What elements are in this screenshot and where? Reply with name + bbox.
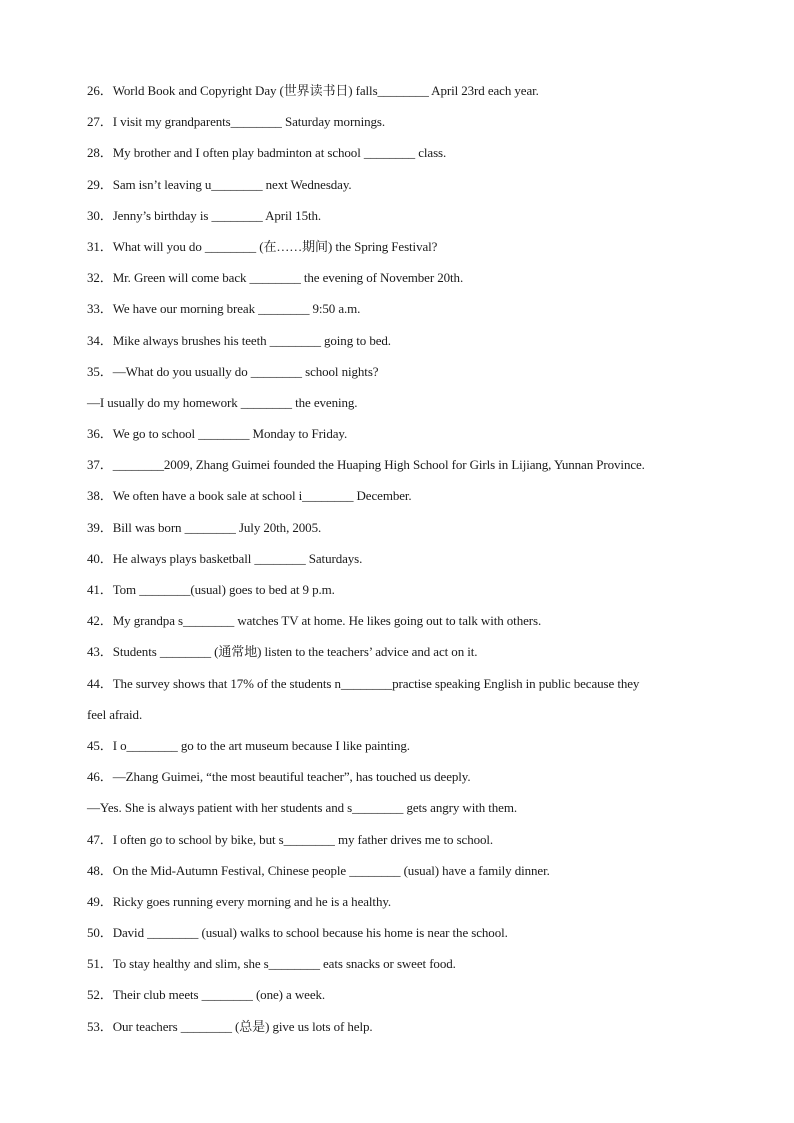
question-32: 32．Mr. Green will come back ________ the evening of November 20th.: [87, 270, 464, 286]
question-45: 45．I o________ go to the art museum because I like painting.: [87, 737, 410, 753]
question-44: 44．The survey shows that 17% of the students n________practise speaking English in public because they: [87, 675, 640, 691]
question-35: 35．—What do you usually do ________ school nights?: [87, 363, 379, 379]
question-47: 47．I often go to school by bike, but s________ my father drives me to school.: [87, 831, 494, 847]
question-48: 48．On the Mid-Autumn Festival, Chinese people ________ (usual) have a family dinner.: [87, 862, 550, 878]
question-27: 27．I visit my grandparents________ Saturday mornings.: [87, 114, 385, 130]
question-31: 31．What will you do ________ (在……期间) the Spring Festival?: [87, 238, 438, 254]
question-51: 51．To stay healthy and slim, she s________ eats snacks or sweet food.: [87, 956, 456, 972]
question-39: 39．Bill was born ________ July 20th, 2005.: [87, 519, 322, 535]
question-28: 28．My brother and I often play badminton at school ________ class.: [87, 145, 447, 161]
question-34: 34．Mike always brushes his teeth ________ going to bed.: [87, 332, 391, 348]
question-37: 37．________2009, Zhang Guimei founded the Huaping High School for Girls in Lijiang, Yunnan Province.: [87, 457, 645, 473]
question-46: 46．—Zhang Guimei, “the most beautiful teacher”, has touched us deeply.: [87, 769, 471, 785]
question-26: 26．World Book and Copyright Day (世界读书日) falls________ April 23rd each year.: [87, 83, 539, 98]
question-53: 53．Our teachers ________ (总是) give us lots of help.: [87, 1018, 373, 1034]
question-46-reply: —Yes. She is always patient with her students and s________ gets angry with them.: [87, 800, 518, 816]
question-50: 50．David ________ (usual) walks to school because his home is near the school.: [87, 925, 508, 941]
question-36: 36．We go to school ________ Monday to Friday.: [87, 426, 348, 442]
question-33: 33．We have our morning break ________ 9:50 a.m.: [87, 301, 361, 317]
question-list: [87, 81, 727, 1048]
question-42: 42．My grandpa s________ watches TV at home. He likes going out to talk with others.: [87, 613, 542, 629]
question-40: 40．He always plays basketball ________ Saturdays.: [87, 550, 363, 566]
question-38: 38．We often have a book sale at school i________ December.: [87, 488, 412, 504]
question-43: 43．Students ________ (通常地) listen to the teachers’ advice and act on it.: [87, 644, 478, 660]
question-44-continued: feel afraid.: [87, 706, 143, 722]
question-52: 52．Their club meets ________ (one) a week.: [87, 987, 326, 1003]
question-30: 30．Jenny’s birthday is ________ April 15th.: [87, 207, 322, 223]
question-29: 29．Sam isn’t leaving u________ next Wednesday.: [87, 176, 352, 192]
question-41: 41．Tom ________(usual) goes to bed at 9 p.m.: [87, 582, 335, 597]
question-49: 49．Ricky goes running every morning and he is a healthy.: [87, 893, 392, 909]
question-35-reply: —I usually do my homework ________ the evening.: [87, 394, 358, 410]
